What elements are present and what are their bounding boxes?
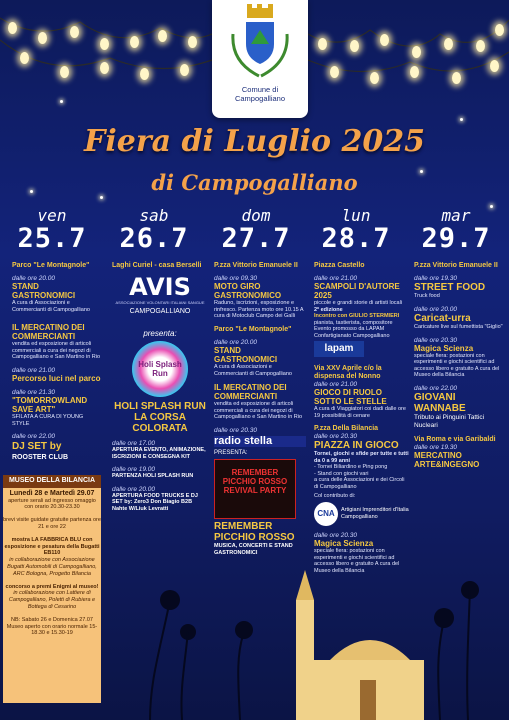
event-title: STAND GASTRONOMICI (12, 282, 76, 301)
day-name: ven (37, 206, 67, 225)
event-title: REMEMBER PICCHIO ROSSO (214, 521, 295, 544)
star (460, 118, 463, 121)
event-title: Percorso luci nel parco (12, 374, 101, 384)
location: Via XXV Aprile c/o la dispensa del Nonno (314, 365, 382, 380)
event-time: dalle ore 19.00 (112, 466, 156, 474)
event-title: STREET FOOD (414, 282, 486, 294)
day-header-mar (406, 206, 506, 253)
star (60, 100, 63, 103)
event-title: Magica Scienza (314, 539, 374, 549)
light-bulb (100, 62, 109, 74)
location: Via Roma e via Garibaldi (414, 436, 496, 444)
event-desc: vendita ed esposizione di articoli commerciali a cura dei negozi di Campogalliano e San Martino in Rio (12, 341, 101, 361)
light-bulb (130, 36, 139, 48)
museo-text: NB: Sabato 26 e Domenica 27.07 Museo aperto con orario normale 15-18.30 e 15.30-19 (6, 616, 98, 637)
location: Parco "Le Montagnole" (12, 262, 90, 269)
event-time: dalle ore 19.30 (414, 444, 458, 452)
event-line: - Tornei Biliardino e Ping pong (314, 464, 388, 471)
avis-logo: AVIS (129, 273, 191, 302)
lapam-logo: lapam (314, 341, 364, 357)
column-ven (12, 262, 102, 461)
location: P.zza Vittorio Emanuele II (414, 262, 498, 269)
event-guest: Incontro con GIULIO STERMIERI (314, 313, 400, 320)
cna-text-block (341, 507, 409, 520)
event-edition: 2ª edizione (314, 306, 343, 313)
event-desc: A cura di Associazioni e Commercianti di Campogalliano (12, 300, 90, 313)
event-time: dalle ore 22.00 (414, 384, 458, 392)
event-desc: Caricature live sul fumettista "Giglio" (414, 324, 503, 331)
event-line: a cura delle Associazioni e dei Circoli di Campogalliano (314, 477, 405, 490)
event-time: dalle ore 20.30 (314, 433, 358, 441)
location: Laghi Curiel - casa Berselli (112, 262, 202, 269)
town-emblem (212, 0, 308, 118)
day-header-dom (206, 206, 306, 253)
event-subtitle: di Campogalliano (151, 170, 358, 195)
museo-text: mostra LA FABBRICA BLU con esposizione e pesatura della Bugatti EB110 (4, 536, 100, 557)
holi-logo (132, 341, 188, 397)
column-dom (214, 262, 306, 556)
event-title: LA CORSA COLORATA (132, 411, 188, 434)
light-bulb (70, 26, 79, 38)
event-time: dalle ore 20.30 (214, 426, 258, 434)
museo-text: concorso a premi Enigmi al museo! (5, 583, 99, 590)
light-bulb (370, 72, 379, 84)
light-bulb (140, 68, 149, 80)
rooster-club-logo: ROOSTER CLUB (12, 453, 68, 461)
light-bulb (410, 66, 419, 78)
event-time: dalle ore 19.30 (414, 275, 458, 283)
event-title: Fiera di Luglio 2025 (84, 124, 425, 159)
cna-logo (314, 502, 410, 526)
event-guest-desc: pianista, tastierista, compositore (314, 319, 393, 326)
day-date: 25.7 (17, 223, 87, 254)
column-lun (314, 262, 410, 574)
event-time: dalle ore 21.00 (12, 366, 56, 374)
light-bulb (444, 38, 453, 50)
event-time: dalle ore 22.00 (12, 433, 56, 441)
day-name: dom (241, 206, 271, 225)
event-desc: MUSICA, CONCERTI E STAND GASTRONOMICI (214, 543, 293, 556)
event-desc: vendita ed esposizione di articoli commerciali a cura dei negozi di Campogalliano e San Martino in Rio (214, 401, 303, 421)
star (100, 196, 103, 199)
light-bulb (452, 72, 461, 84)
event-title: GIOVANI WANNABE (414, 392, 466, 415)
event-time: dalle ore 20.30 (314, 531, 358, 539)
day-header-ven (2, 206, 102, 253)
event-title: Caricat-urra (414, 313, 471, 325)
emblem-city: Campogalliano (234, 94, 286, 103)
event-title: DJ SET by (12, 440, 62, 452)
light-bulb (38, 32, 47, 44)
event-desc: A cura di Viaggiatori coi dadi dalle ore 19 possibilità di cenare (314, 406, 406, 419)
event-title: SCAMPOLI D'AUTORE 2025 (314, 282, 400, 301)
cna-text: Artigiani Imprenditori d'Italia (341, 507, 409, 514)
day-name: mar (441, 206, 471, 225)
light-bulb (330, 66, 339, 78)
event-time: dalle ore 21.00 (314, 275, 358, 283)
event-time: dalle ore 20.00 (414, 305, 458, 313)
event-time: dalle ore 20.00 (112, 485, 156, 493)
event-desc: A cura di Associazioni e Commercianti di Campogalliano (214, 364, 292, 377)
event-time: dalle ore 20.00 (12, 275, 56, 283)
event-desc: Tornei, giochi e sfide per tutte e tutti da 0 a 99 anni (314, 451, 409, 464)
avis-city: CAMPOGALLIANO (129, 308, 191, 316)
museo-text: in collaborazione con Associazione Bugatti Automobili di Campogalliano, ARC Bologna, Progetto Bilancia (7, 557, 97, 577)
event-desc: piccole e grandi storie di artisti locali (314, 300, 403, 307)
museo-dates: Lunedì 28 e Martedì 29.07 (9, 489, 95, 497)
location: Piazza Castello (314, 262, 365, 269)
holi-logo-text: Holi Splash Run (138, 359, 182, 378)
day-date: 27.7 (221, 223, 291, 254)
day-name: sab (139, 206, 169, 225)
light-bulb (490, 60, 499, 72)
event-title: MOTO GIRO GASTRONOMICO (214, 282, 282, 301)
event-time: dalle ore 20.00 (214, 339, 258, 347)
event-line: - Stand con giochi vari (314, 470, 369, 477)
emblem-comune: Comune di (241, 85, 279, 94)
contrib-label: Col contributo di: (314, 493, 356, 500)
museo-text: in collaborazione con Lattiere di Campogalliano, Poletti di Rubiera e Bottega di Cesarino (8, 590, 96, 610)
museo-text: brevi visite guidate gratuite partenza ore 21 e ore 22 (3, 517, 101, 530)
event-desc: speciale fiera: postazioni con esperimenti e giochi scientifici ad accesso libero e gratuito A cura del Museo della Bilancia (314, 548, 400, 574)
museo-text: aperture serali ad ingresso omaggio con orario 20.30-23.30 (8, 497, 96, 511)
day-date: 29.7 (421, 223, 491, 254)
event-title: Magica Scienza (414, 343, 474, 353)
light-bulb (60, 66, 69, 78)
event-desc: Raduno, iscrizioni, esposizione e rinfresco. Partenza moto ore 10.15 A cura di Motoclub Campo dei Galli (214, 300, 304, 320)
event-title: STAND GASTRONOMICI (214, 346, 278, 365)
light-bulb (100, 38, 109, 50)
light-bulb (20, 52, 29, 64)
column-sab (112, 262, 208, 512)
event-title: PIAZZA IN GIOCO (314, 440, 399, 452)
museo-title: MUSEO DELLA BILANCIA (3, 475, 101, 488)
day-header-lun (306, 206, 406, 253)
light-bulb (180, 64, 189, 76)
cna-logo-mark: CNA (314, 502, 338, 526)
picchio-rosso-poster: REMEMBER PICCHIO ROSSO REVIVAL PARTY (214, 459, 296, 519)
light-bulb (412, 46, 421, 58)
event-desc: APERTURA EVENTO, ANIMAZIONE, ISCRIZIONI E CONSEGNA KIT (112, 447, 206, 460)
event-desc: APERTURA FOOD TRUCKS E DJ SET by: Zero3 Don Biagio B2B Nahte W/Liuk Levratti (112, 492, 198, 512)
location: Parco "Le Montagnole" (214, 325, 292, 333)
presenta-label: PRESENTA: (214, 450, 248, 457)
event-title: GIOCO DI RUOLO SOTTO LE STELLE (314, 388, 387, 407)
coat-of-arms-icon (225, 4, 295, 80)
light-bulb (380, 34, 389, 46)
event-desc: Tributo ai Pinguini Tattici Nucleari (414, 414, 485, 430)
avis-sub: ASSOCIAZIONE VOLONTARI ITALIANI SANGUE (115, 300, 205, 306)
event-title: HOLI SPLASH RUN (114, 400, 206, 412)
day-date: 28.7 (321, 223, 391, 254)
event-desc: PARTENZA HOLI SPLASH RUN (112, 473, 194, 480)
light-bulb (350, 40, 359, 52)
light-bulb (158, 30, 167, 42)
day-name: lun (341, 206, 371, 225)
event-desc: Truck food (414, 293, 440, 300)
event-title: IL MERCATINO DEI COMMERCIANTI (214, 383, 287, 402)
event-time: dalle ore 21.00 (314, 380, 358, 388)
event-desc: speciale fiera: postazioni con esperimenti e giochi scientifici ad accesso libero e gratuito A cura del Museo della Bilancia (414, 352, 500, 379)
day-header-sab (104, 206, 204, 253)
event-title: MERCATINO ARTE&INGEGNO (414, 451, 480, 470)
cna-city: Campogalliano (341, 513, 378, 520)
light-bulb (188, 36, 197, 48)
town-silhouette (0, 560, 509, 720)
event-title: "TOMORROWLAND SAVE ART" (12, 396, 88, 415)
column-mar (414, 262, 506, 469)
light-bulb (318, 38, 327, 50)
event-time: dalle ore 17.00 (112, 439, 156, 447)
light-bulb (476, 40, 485, 52)
event-time: dalle ore 20.30 (414, 336, 458, 344)
event-promo: Evento promosso da LAPAM Confartigianato Campogalliano (314, 326, 390, 339)
location: P.zza Della Bilancia (314, 425, 379, 433)
event-time: dalle ore 09.30 (214, 275, 258, 283)
light-bulb (495, 24, 504, 36)
event-title: IL MERCATINO DEI COMMERCIANTI (12, 323, 85, 342)
event-desc: SFILATA A CURA DI YOUNG STYLE (12, 414, 84, 427)
day-date: 26.7 (119, 223, 189, 254)
event-time: dalle ore 21.30 (12, 389, 56, 397)
radio-stella-logo: radio stella (214, 436, 306, 447)
presenta-label: presenta: (143, 328, 177, 338)
light-bulb (8, 22, 17, 34)
location: P.zza Vittorio Emanuele II (214, 262, 298, 269)
